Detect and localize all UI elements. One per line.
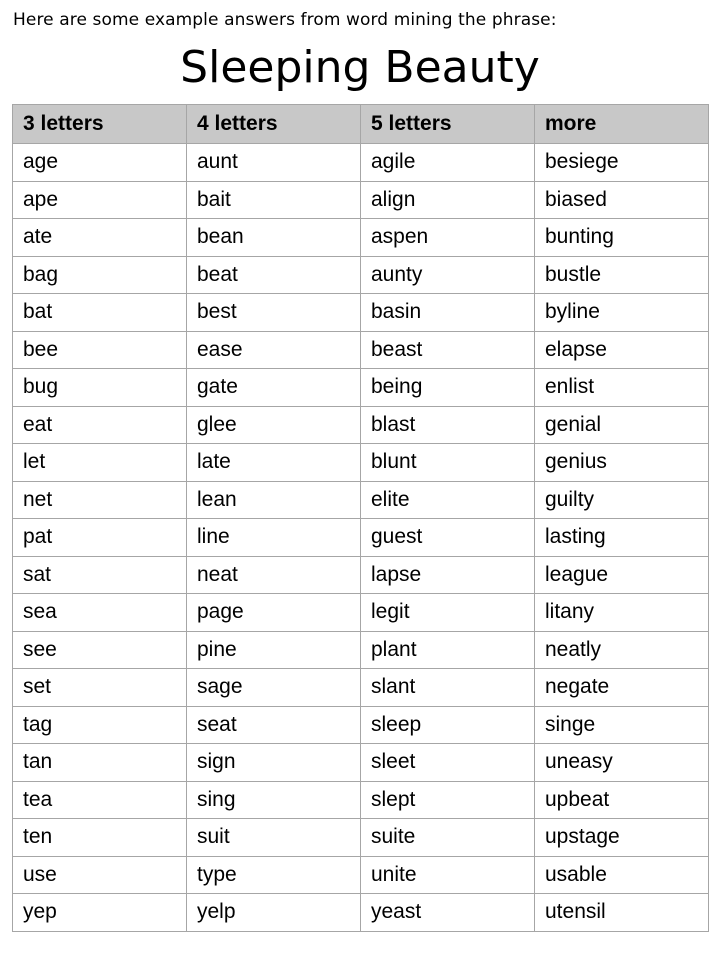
word-cell: aunt: [187, 144, 361, 182]
word-cell: pat: [13, 519, 187, 557]
word-cell: genial: [535, 406, 709, 444]
word-cell: seat: [187, 706, 361, 744]
word-cell: neat: [187, 556, 361, 594]
table-row: [13, 556, 709, 594]
word-cell: legit: [361, 594, 535, 632]
word-cell: utensil: [535, 894, 709, 932]
word-cell: basin: [361, 294, 535, 332]
word-cell: singe: [535, 706, 709, 744]
word-cell: unite: [361, 856, 535, 894]
word-cell: align: [361, 181, 535, 219]
word-cell: tag: [13, 706, 187, 744]
word-cell: sage: [187, 669, 361, 707]
word-cell: ape: [13, 181, 187, 219]
word-cell: ease: [187, 331, 361, 369]
table-row: [13, 781, 709, 819]
table-row: [13, 369, 709, 407]
word-cell: blunt: [361, 444, 535, 482]
table-row: [13, 669, 709, 707]
word-cell: guest: [361, 519, 535, 557]
word-cell: league: [535, 556, 709, 594]
intro-text: Here are some example answers from word mining the phrase:: [13, 10, 557, 30]
word-cell: biased: [535, 181, 709, 219]
word-cell: late: [187, 444, 361, 482]
word-cell: page: [187, 594, 361, 632]
word-cell: negate: [535, 669, 709, 707]
column-header: 3 letters: [13, 105, 187, 144]
word-cell: blast: [361, 406, 535, 444]
table-row: [13, 481, 709, 519]
word-cell: suit: [187, 819, 361, 857]
word-cell: aspen: [361, 219, 535, 257]
word-cell: bait: [187, 181, 361, 219]
column-header: more: [535, 105, 709, 144]
word-cell: enlist: [535, 369, 709, 407]
table-row: [13, 519, 709, 557]
word-cell: byline: [535, 294, 709, 332]
word-cell: sea: [13, 594, 187, 632]
table-row: [13, 181, 709, 219]
word-cell: upbeat: [535, 781, 709, 819]
word-cell: being: [361, 369, 535, 407]
word-cell: tan: [13, 744, 187, 782]
word-cell: sleep: [361, 706, 535, 744]
word-cell: eat: [13, 406, 187, 444]
column-header: 5 letters: [361, 105, 535, 144]
word-cell: use: [13, 856, 187, 894]
table-row: [13, 219, 709, 257]
word-cell: lasting: [535, 519, 709, 557]
word-cell: tea: [13, 781, 187, 819]
word-cell: beat: [187, 256, 361, 294]
word-cell: type: [187, 856, 361, 894]
table-row: [13, 294, 709, 332]
word-cell: litany: [535, 594, 709, 632]
word-cell: best: [187, 294, 361, 332]
word-cell: uneasy: [535, 744, 709, 782]
word-table: [12, 104, 709, 932]
word-cell: ten: [13, 819, 187, 857]
word-cell: neatly: [535, 631, 709, 669]
word-cell: genius: [535, 444, 709, 482]
table-body: [13, 144, 709, 932]
word-cell: bustle: [535, 256, 709, 294]
word-cell: let: [13, 444, 187, 482]
word-cell: suite: [361, 819, 535, 857]
column-header: 4 letters: [187, 105, 361, 144]
table-row: [13, 331, 709, 369]
word-cell: pine: [187, 631, 361, 669]
word-cell: agile: [361, 144, 535, 182]
word-cell: sing: [187, 781, 361, 819]
table-row: [13, 594, 709, 632]
word-cell: lapse: [361, 556, 535, 594]
table-header-row: [13, 105, 709, 144]
table-row: [13, 631, 709, 669]
word-cell: besiege: [535, 144, 709, 182]
word-cell: slant: [361, 669, 535, 707]
word-cell: see: [13, 631, 187, 669]
word-cell: elapse: [535, 331, 709, 369]
word-cell: bean: [187, 219, 361, 257]
table-row: [13, 819, 709, 857]
word-cell: age: [13, 144, 187, 182]
table-row: [13, 706, 709, 744]
table-row: [13, 256, 709, 294]
word-cell: yeast: [361, 894, 535, 932]
word-cell: lean: [187, 481, 361, 519]
table-row: [13, 144, 709, 182]
word-cell: aunty: [361, 256, 535, 294]
word-cell: bug: [13, 369, 187, 407]
table-row: [13, 856, 709, 894]
word-cell: set: [13, 669, 187, 707]
word-cell: net: [13, 481, 187, 519]
word-cell: sign: [187, 744, 361, 782]
word-cell: elite: [361, 481, 535, 519]
word-cell: bat: [13, 294, 187, 332]
table-row: [13, 444, 709, 482]
word-cell: bag: [13, 256, 187, 294]
table-row: [13, 406, 709, 444]
word-cell: sat: [13, 556, 187, 594]
word-cell: slept: [361, 781, 535, 819]
word-cell: line: [187, 519, 361, 557]
word-cell: guilty: [535, 481, 709, 519]
word-cell: glee: [187, 406, 361, 444]
word-cell: ate: [13, 219, 187, 257]
table-row: [13, 744, 709, 782]
word-cell: yelp: [187, 894, 361, 932]
word-cell: beast: [361, 331, 535, 369]
table-row: [13, 894, 709, 932]
word-cell: bunting: [535, 219, 709, 257]
word-cell: upstage: [535, 819, 709, 857]
word-cell: yep: [13, 894, 187, 932]
word-cell: usable: [535, 856, 709, 894]
word-cell: plant: [361, 631, 535, 669]
page-title: Sleeping Beauty: [180, 42, 540, 93]
word-cell: gate: [187, 369, 361, 407]
word-cell: sleet: [361, 744, 535, 782]
word-cell: bee: [13, 331, 187, 369]
